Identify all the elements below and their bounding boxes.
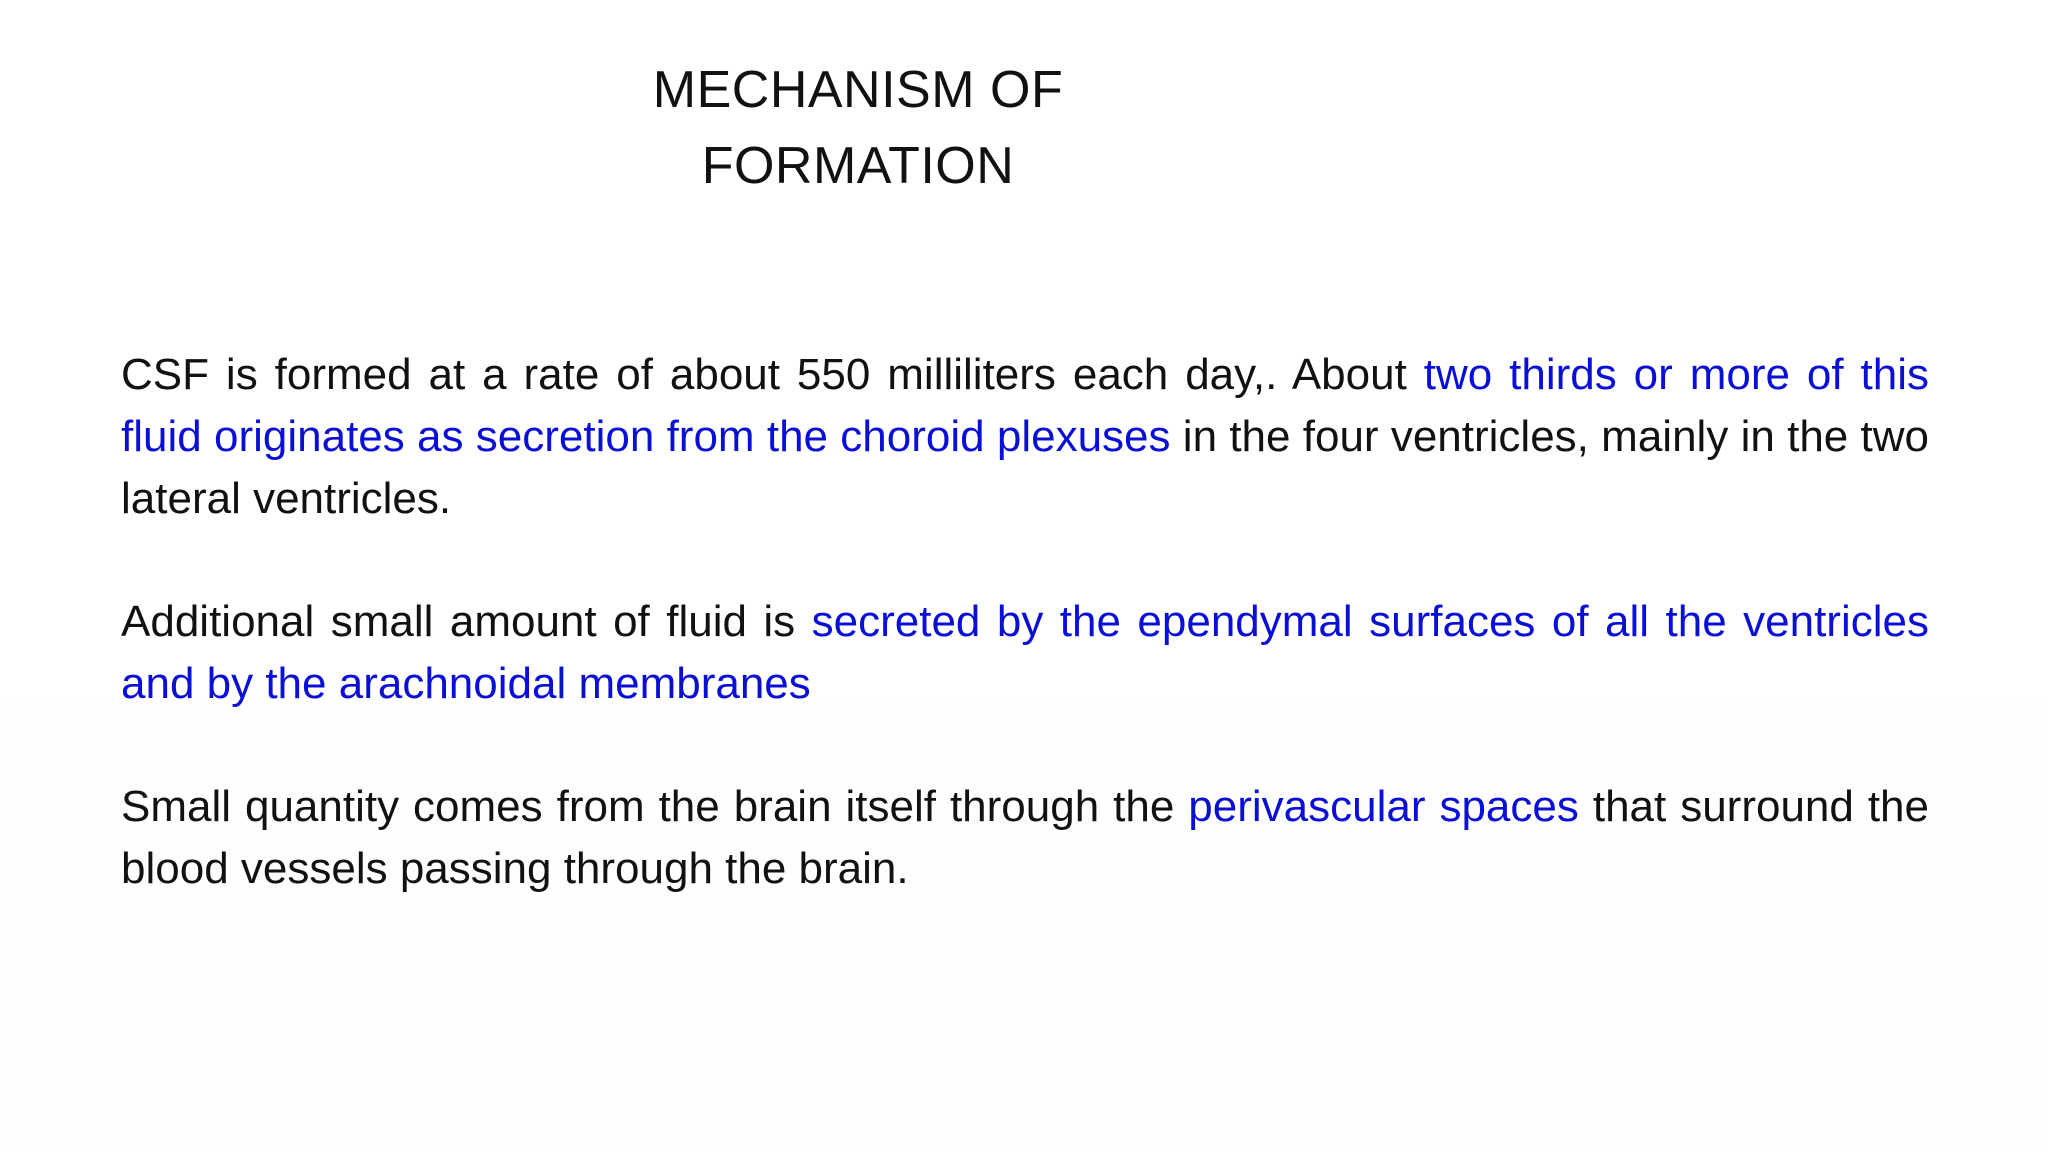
paragraph-ependymal [121, 591, 1929, 715]
slide-title-line-1: MECHANISM OF [652, 61, 1064, 119]
slide-title [558, 52, 1158, 204]
paragraph-text: that surround the blood vessels passing through the brain. [121, 782, 1929, 893]
highlighted-text: secreted by the ependymal surfaces of all the ventricles and by the arachnoidal membranes [121, 597, 1929, 708]
highlighted-text: perivascular spaces [1188, 782, 1579, 831]
paragraph-text: Additional small amount of fluid is [121, 597, 812, 646]
slide-body [121, 344, 1929, 961]
highlighted-text: two thirds or more of this fluid originates as secretion from the choroid plexuses [121, 350, 1929, 461]
slide-title-line-2: FORMATION [701, 137, 1015, 195]
paragraph-csf-rate [121, 344, 1929, 530]
paragraph-text: CSF is formed at a rate of about 550 milliliters each day,. About [121, 350, 1424, 399]
paragraph-perivascular [121, 776, 1929, 900]
paragraph-text: in the four ventricles, mainly in the two lateral ventricles. [121, 412, 1930, 523]
paragraph-text: Small quantity comes from the brain itself through the [121, 782, 1189, 831]
